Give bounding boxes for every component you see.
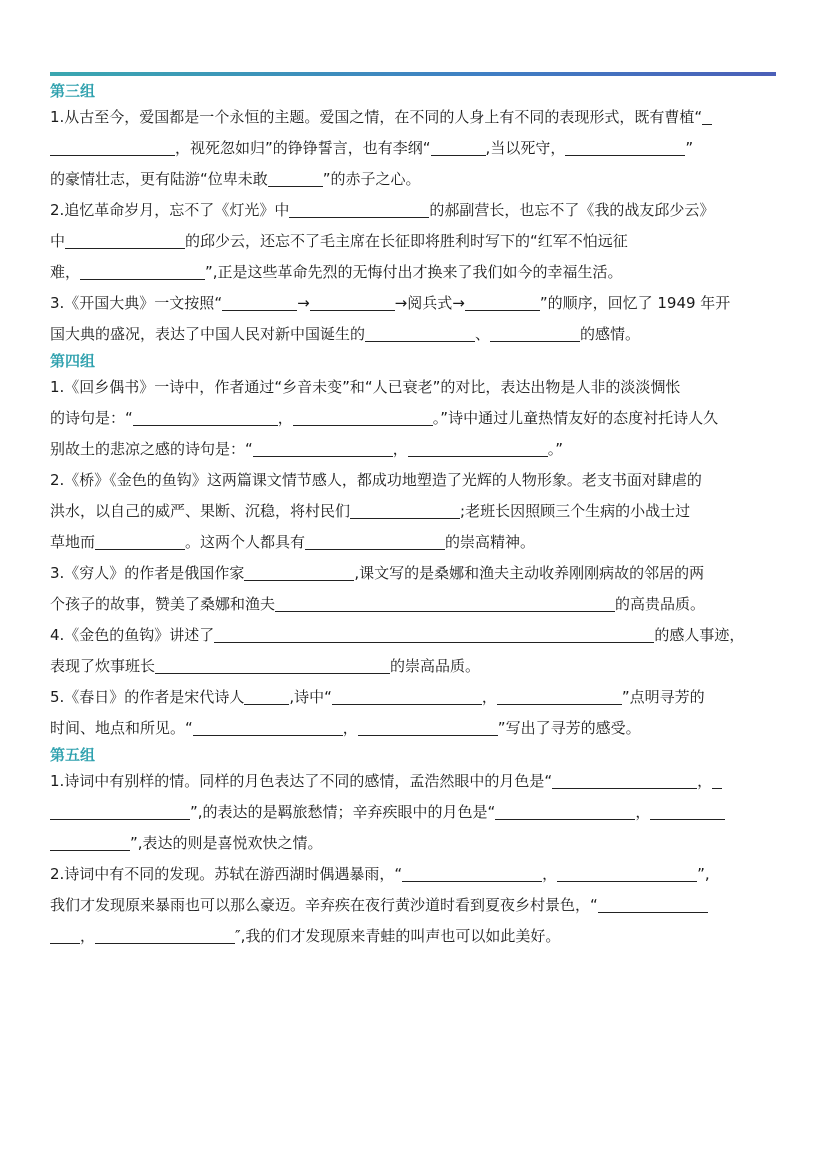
blank[interactable] <box>133 407 278 426</box>
blank[interactable] <box>268 168 323 187</box>
blank[interactable] <box>650 801 725 820</box>
group-title: 第四组 <box>50 352 96 370</box>
blank[interactable] <box>332 686 482 705</box>
header-rule <box>50 72 776 76</box>
blank[interactable] <box>65 230 185 249</box>
blank[interactable] <box>310 292 395 311</box>
blank[interactable] <box>490 323 580 342</box>
blank[interactable] <box>155 655 390 674</box>
blank[interactable] <box>80 261 205 280</box>
worksheet <box>50 80 778 952</box>
blank[interactable] <box>50 801 190 820</box>
question-4-1: 1.《回乡偶书》一诗中，作者通过“乡音未变”和“人已衰老”的对比，表达出物是人非的淡淡惆怅 的诗句是：“ ， 。”诗中通过儿童热情友好的态度衬托诗人久 别故土的悲凉之感的诗句是：“ ， 。” <box>50 378 719 458</box>
blank[interactable] <box>495 801 635 820</box>
question-3-1: 1.从古至今，爱国都是一个永恒的主题。爱国之情，在不同的人身上有不同的表现形式，既有曹植“ ，视死忽如归”的铮铮誓言，也有李纲“ ,当以死守， ” 的豪情壮志，更有陆游“位卑未敢 ”的赤子之心。 <box>50 102 778 195</box>
blank[interactable] <box>365 323 475 342</box>
blank[interactable] <box>712 770 722 789</box>
blank[interactable] <box>565 137 685 156</box>
question-4-5: 5.《春日》的作者是宋代诗人 ,诗中“ ， ”点明寻芳的 时间、地点和所见。“ ， ”写出了寻芳的感受。 <box>50 688 705 737</box>
blank[interactable] <box>50 137 175 156</box>
blank[interactable] <box>50 832 130 851</box>
group-title: 第三组 <box>50 82 96 100</box>
question-4-3: 3.《穷人》的作者是俄国作家 ,课文写的是桑娜和渔夫主动收养刚刚病故的邻居的两 个孩子的故事，赞美了桑娜和渔夫 的高贵品质。 <box>50 564 706 613</box>
group-title: 第五组 <box>50 746 96 764</box>
blank[interactable] <box>402 863 542 882</box>
blank[interactable] <box>431 137 486 156</box>
blank[interactable] <box>702 106 712 125</box>
blank[interactable] <box>244 686 289 705</box>
question-4-2: 2.《桥》《金色的鱼钩》这两篇课文情节感人，都成功地塑造了光辉的人物形象。老支书面对肆虐的 洪水，以自己的威严、果断、沉稳，将村民们 ;老班长因照顾三个生病的小战士过 草地而 。这两个人都具有 的崇高精神。 <box>50 471 702 551</box>
question-3-3: 3.《开国大典》一文按照“ → →阅兵式→ ”的顺序，回忆了 1949 年开 国大典的盛况，表达了中国人民对新中国诞生的 、 的感情。 <box>50 294 731 343</box>
question-3-2: 2.追忆革命岁月，忘不了《灯光》中 的郝副营长，也忘不了《我的战友邱少云》 中 的邱少云，还忘不了毛主席在长征即将胜利时写下的“红军不怕远征 难， ”,正是这些革命先烈的无悔付出才换来了我们如今的幸福生活。 <box>50 201 715 281</box>
blank[interactable] <box>497 686 622 705</box>
blank[interactable] <box>244 562 354 581</box>
blank[interactable] <box>214 624 654 643</box>
blank[interactable] <box>293 407 433 426</box>
blank[interactable] <box>305 531 445 550</box>
blank[interactable] <box>358 717 498 736</box>
blank[interactable] <box>598 894 708 913</box>
question-5-2: 2.诗词中有不同的发现。苏轼在游西湖时偶遇暴雨，“ ， ”, 我们才发现原来暴雨也可以那么豪迈。辛弃疾在夜行黄沙道时看到夏夜乡村景色，“ ， ″,我的们才发现原来青蛙的叫声也可以如此美好。 <box>50 865 710 945</box>
blank[interactable] <box>222 292 297 311</box>
blank[interactable] <box>408 438 548 457</box>
blank[interactable] <box>552 770 697 789</box>
question-4-4: 4.《金色的鱼钩》讲述了 的感人事迹， 表现了炊事班长 的崇高品质。 <box>50 626 745 675</box>
blank[interactable] <box>350 500 460 519</box>
blank[interactable] <box>95 925 235 944</box>
blank[interactable] <box>465 292 540 311</box>
blank[interactable] <box>253 438 393 457</box>
question-5-1: 1.诗词中有别样的情。同样的月色表达了不同的感情，孟浩然眼中的月色是“ ， ”,的表达的是羁旅愁情；辛弃疾眼中的月色是“ ， ”,表达的则是喜悦欢快之情。 <box>50 766 778 859</box>
blank[interactable] <box>289 199 429 218</box>
blank[interactable] <box>193 717 343 736</box>
blank[interactable] <box>557 863 697 882</box>
blank[interactable] <box>275 593 615 612</box>
blank[interactable] <box>95 531 185 550</box>
blank[interactable] <box>50 925 80 944</box>
